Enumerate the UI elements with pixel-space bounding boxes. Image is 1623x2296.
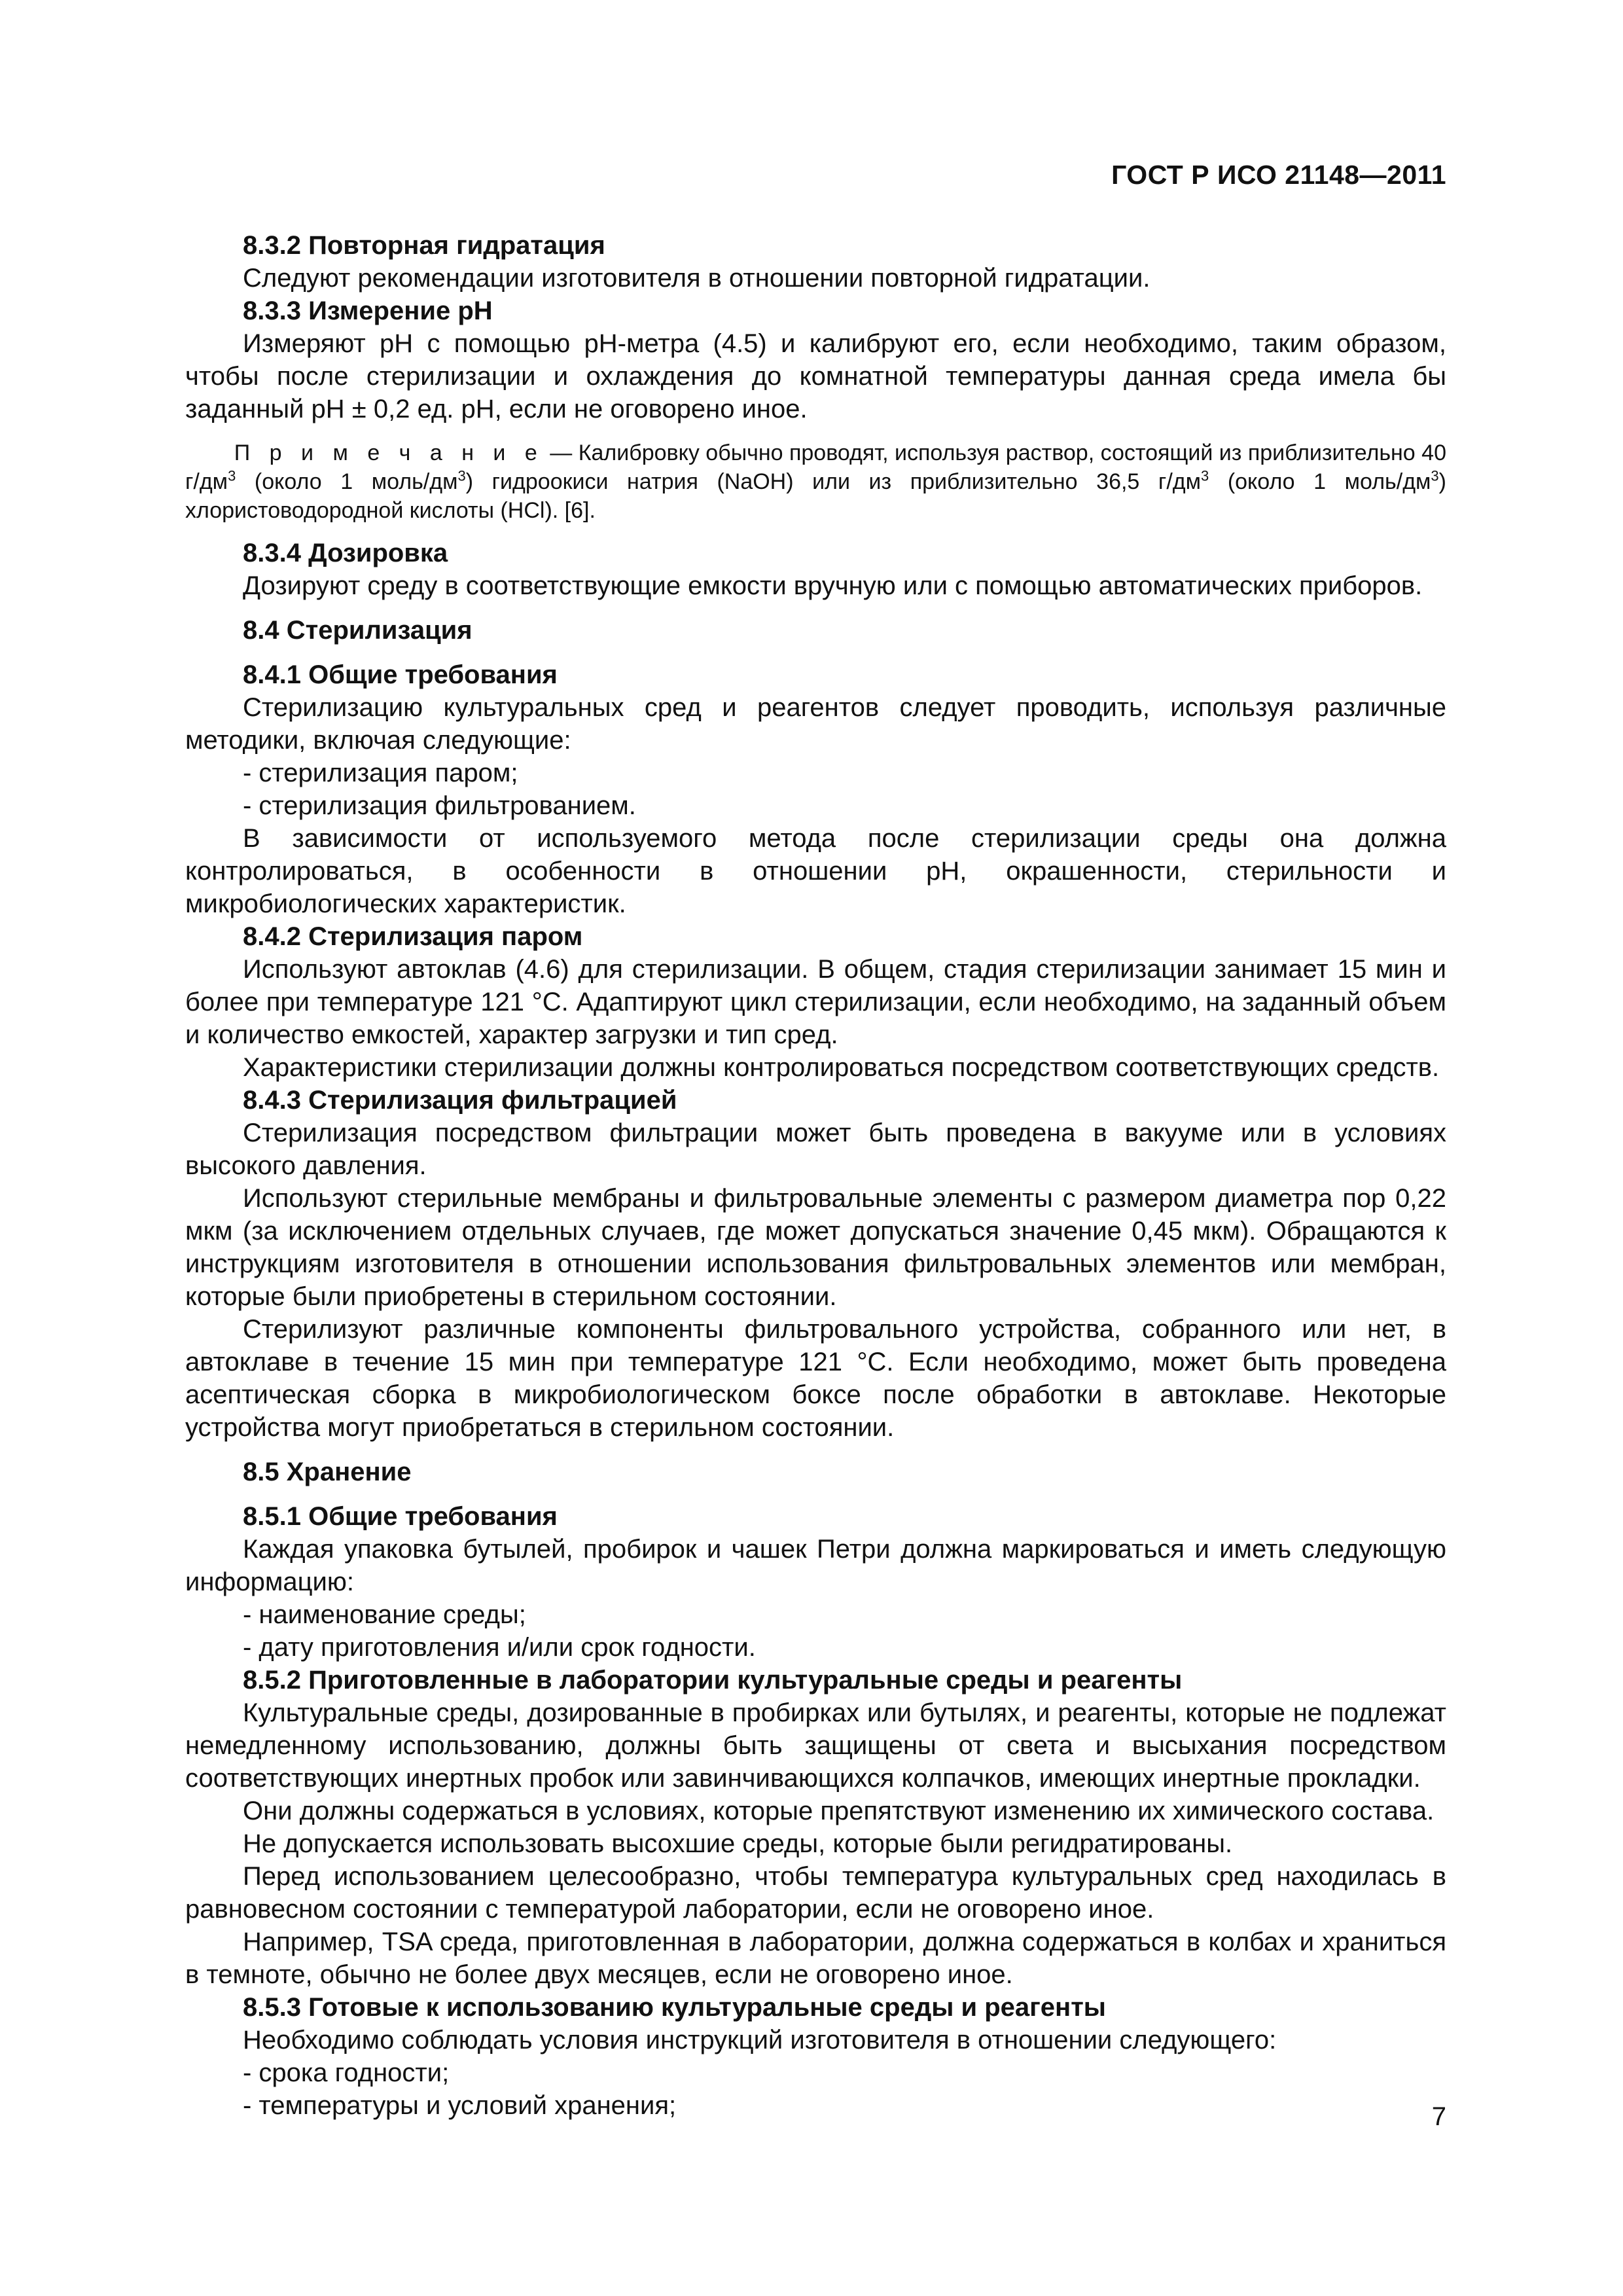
- standard-designation: ГОСТ Р ИСО 21148—2011: [1111, 160, 1446, 190]
- section-heading-8-5-3: 8.5.3 Готовые к использованию культуральные среды и реагенты: [243, 1993, 1106, 2022]
- note-text: (около 1 моль/дм: [236, 469, 458, 494]
- section-heading-8-4: 8.4 Стерилизация: [243, 616, 473, 645]
- paragraph: Культуральные среды, дозированные в пробирках или бутылях, и реагенты, которые не подлежат немедленному использованию, должны быть защищены от света и высыхания посредством соответствующих инертных пробок или завинчивающихся колпачков, имеющих инертные прокладки.: [185, 1698, 1446, 1793]
- paragraph: Каждая упаковка бутылей, пробирок и чашек Петри должна маркироваться и иметь следующую информацию:: [185, 1535, 1446, 1596]
- paragraph: Перед использованием целесообразно, чтобы температура культуральных сред находилась в равновесном состоянии с температурой лаборатории, если не оговорено иное.: [185, 1862, 1446, 1924]
- page-number: 7: [1431, 2102, 1446, 2131]
- superscript: 3: [457, 467, 466, 484]
- paragraph: Следуют рекомендации изготовителя в отношении повторной гидратации.: [243, 264, 1150, 293]
- note-text: ) гидроокиси натрия (NaOH) или из приблизительно 36,5 г/дм: [465, 469, 1201, 494]
- list-item: - стерилизация паром;: [243, 759, 518, 787]
- superscript: 3: [228, 467, 236, 484]
- paragraph: Стерилизацию культуральных сред и реагентов следует проводить, используя различные методики, включая следующие:: [185, 693, 1446, 755]
- paragraph: Используют стерильные мембраны и фильтровальные элементы с размером диаметра пор 0,22 мкм (за исключением отдельных случаев, где может допускаться значение 0,45 мкм). Обращаются к инструкциям изготовителя в отношении использования фильтровальных элементов или мембран, которые были приобретены в стерильном состоянии.: [185, 1184, 1446, 1311]
- paragraph: Характеристики стерилизации должны контролироваться посредством соответствующих средств.: [243, 1053, 1440, 1082]
- paragraph: Необходимо соблюдать условия инструкций изготовителя в отношении следующего:: [243, 2026, 1277, 2054]
- note-text: — Калибровку обычно проводят, используя раствор, состоящий из приблизительно 40 г/дм: [185, 440, 1446, 494]
- paragraph: В зависимости от используемого метода после стерилизации среды она должна контролироваться, в особенности в отношении pH, окрашенности, стерильности и микробиологических характеристик.: [185, 824, 1446, 918]
- paragraph: Дозируют среду в соответствующие емкости вручную или с помощью автоматических приборов.: [243, 571, 1423, 600]
- note: [185, 439, 1446, 525]
- paragraph: Они должны содержаться в условиях, которые препятствуют изменению их химического состава.: [243, 1797, 1435, 1825]
- list-item: - дату приготовления и/или срок годности.: [243, 1633, 756, 1662]
- list-item: - срока годности;: [243, 2058, 450, 2087]
- note-text: ) хлористоводородной кислоты (HCl). [6].: [185, 469, 1446, 523]
- paragraph: Измеряют pH с помощью pH-метра (4.5) и калибруют его, если необходимо, таким образом, чтобы после стерилизации и охлаждения до комнатной температуры данная среда имела бы заданный pH ± 0,2 ед. pH, если не оговорено иное.: [185, 329, 1446, 423]
- section-heading-8-4-3: 8.4.3 Стерилизация фильтрацией: [243, 1086, 677, 1115]
- paragraph: Используют автоклав (4.6) для стерилизации. В общем, стадия стерилизации занимает 15 мин и более при температуре 121 °С. Адаптируют цикл стерилизации, если необходимо, на заданный объем и количество емкостей, характер загрузки и тип сред.: [185, 955, 1446, 1049]
- document-body: [185, 229, 1446, 2122]
- note-label: П р и м е ч а н и е: [234, 440, 544, 465]
- section-heading-8-5: 8.5 Хранение: [243, 1458, 412, 1486]
- list-item: - наименование среды;: [243, 1600, 526, 1629]
- list-item: - стерилизация фильтрованием.: [243, 791, 636, 820]
- section-heading-8-4-2: 8.4.2 Стерилизация паром: [243, 922, 583, 951]
- section-heading-8-5-2: 8.5.2 Приготовленные в лаборатории культуральные среды и реагенты: [243, 1666, 1183, 1695]
- section-heading-8-5-1: 8.5.1 Общие требования: [243, 1502, 558, 1531]
- section-heading-8-3-4: 8.3.4 Дозировка: [243, 539, 448, 567]
- section-heading-8-3-2: 8.3.2 Повторная гидратация: [243, 231, 605, 260]
- note-text: (около 1 моль/дм: [1209, 469, 1431, 494]
- paragraph: Например, TSA среда, приготовленная в лаборатории, должна содержаться в колбах и храниться в темноте, обычно не более двух месяцев, если не оговорено иное.: [185, 1928, 1446, 1989]
- paragraph: Стерилизуют различные компоненты фильтровального устройства, собранного или нет, в автоклаве в течение 15 мин при температуре 121 °С. Если необходимо, может быть проведена асептическая сборка в микробиологическом боксе после обработки в автоклаве. Некоторые устройства могут приобретаться в стерильном состоянии.: [185, 1315, 1446, 1442]
- paragraph: Стерилизация посредством фильтрации может быть проведена в вакууме или в условиях высокого давления.: [185, 1119, 1446, 1180]
- list-item: - температуры и условий хранения;: [243, 2091, 677, 2120]
- paragraph: Не допускается использовать высохшие среды, которые были регидратированы.: [243, 1829, 1233, 1858]
- section-heading-8-3-3: 8.3.3 Измерение pH: [243, 296, 493, 325]
- section-heading-8-4-1: 8.4.1 Общие требования: [243, 660, 558, 689]
- superscript: 3: [1431, 467, 1439, 484]
- superscript: 3: [1200, 467, 1209, 484]
